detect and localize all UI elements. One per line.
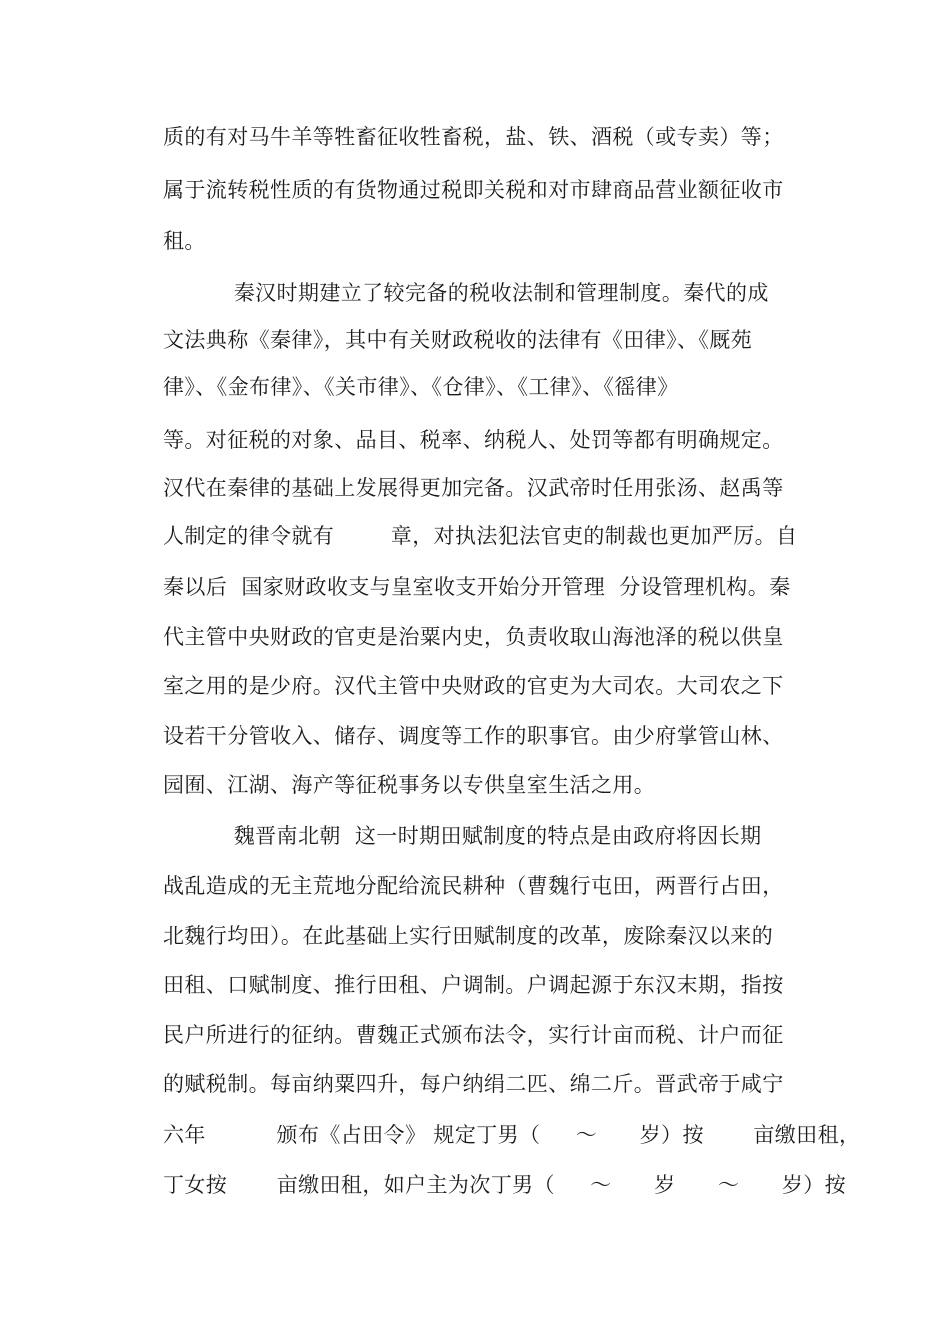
text-line: 汉代在秦律的基础上发展得更加完备。汉武帝时任用张汤、赵禹等 bbox=[163, 476, 784, 500]
text-line: 律》、《金布律》、《关市律》、《仓律》、《工律》、《徭律》 bbox=[163, 375, 679, 399]
text-line: 秦以后 国家财政收支与皇室收支开始分开管理 分设管理机构。秦 bbox=[163, 575, 791, 599]
text-line: 人制定的律令就有 章，对执法犯法官吏的制裁也更加严厉。自 bbox=[163, 524, 798, 548]
text-line: 魏晋南北朝 这一时期田赋制度的特点是由政府将因长期 bbox=[163, 824, 762, 848]
text-line: 代主管中央财政的官吏是治粟内史，负责收取山海池泽的税以供皇 bbox=[163, 625, 784, 649]
text-line: 六年 颁布《占田令》 规定丁男（ ～ 岁）按 亩缴田租， bbox=[163, 1123, 861, 1147]
text-line: 丁女按 亩缴田租，如户主为次丁男（ ～ 岁 ～ 岁）按 bbox=[163, 1173, 847, 1197]
text-line: 田租、口赋制度、推行田租、户调制。户调起源于东汉末期，指按 bbox=[163, 973, 784, 997]
text-line: 秦汉时期建立了较完备的税收法制和管理制度。秦代的成 bbox=[163, 281, 769, 305]
text-line: 等。对征税的对象、品目、税率、纳税人、处罚等都有明确规定。 bbox=[163, 428, 784, 452]
text-line: 文法典称《秦律》，其中有关财政税收的法律有《田律》、《厩苑 bbox=[163, 328, 753, 352]
text-line: 租。 bbox=[163, 229, 206, 253]
text-line: 的赋税制。每亩纳粟四升，每户纳绢二匹、绵二斤。晋武帝于咸宁 bbox=[163, 1072, 784, 1096]
text-line: 园囿、江湖、海产等征税事务以专供皇室生活之用。 bbox=[163, 773, 656, 797]
text-line: 属于流转税性质的有货物通过税即关税和对市肆商品营业额征收市 bbox=[163, 178, 784, 202]
text-line: 质的有对马牛羊等牲畜征收牲畜税，盐、铁、酒税（或专卖）等； bbox=[163, 125, 784, 149]
text-line: 北魏行均田）。在此基础上实行田赋制度的改革，废除秦汉以来的 bbox=[163, 924, 774, 948]
text-line: 室之用的是少府。汉代主管中央财政的官吏为大司农。大司农之下 bbox=[163, 674, 784, 698]
text-line: 设若干分管收入、储存、调度等工作的职事官。由少府掌管山林、 bbox=[163, 724, 784, 748]
text-line: 民户所进行的征纳。曹魏正式颁布法令，实行计亩而税、计户而征 bbox=[163, 1023, 784, 1047]
text-line: 战乱造成的无主荒地分配给流民耕种（曹魏行屯田，两晋行占田， bbox=[163, 874, 784, 898]
